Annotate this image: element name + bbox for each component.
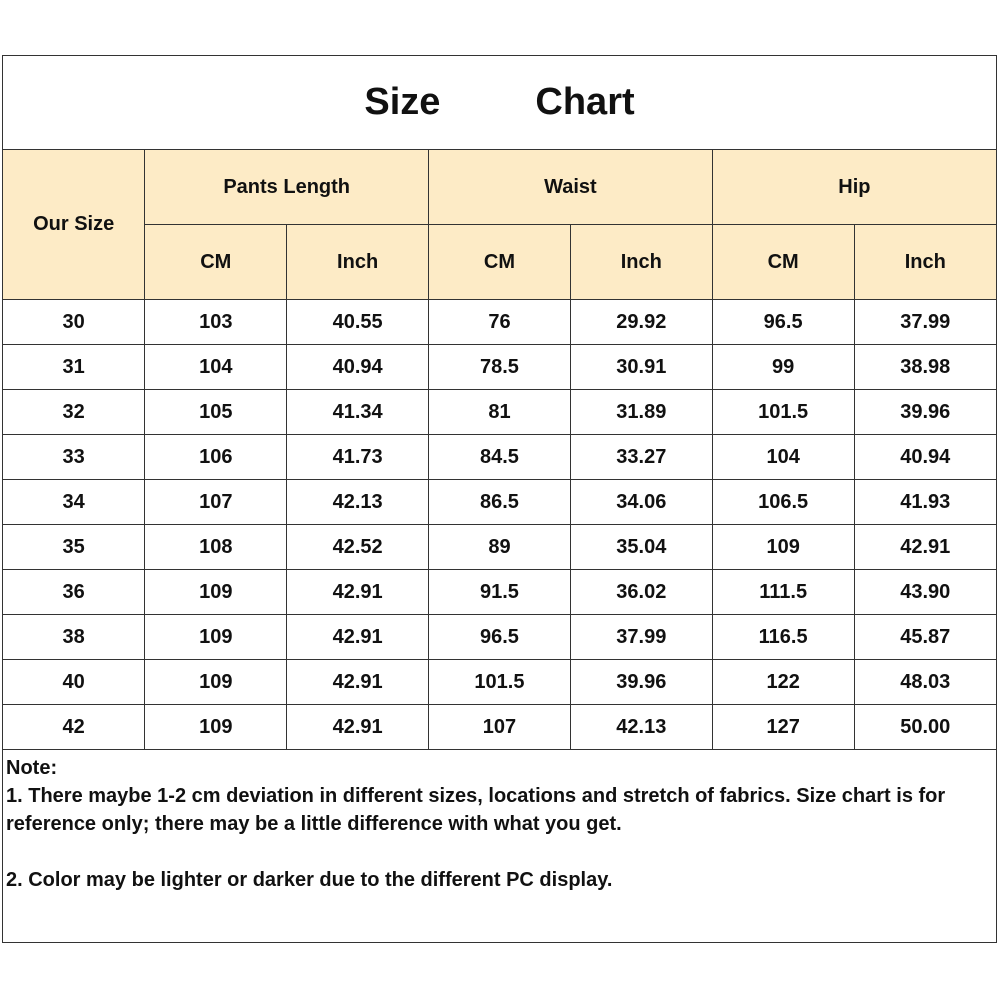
measurement-cell: 109 — [145, 570, 287, 615]
table-row — [3, 480, 996, 525]
measurement-cell: 38.98 — [854, 345, 996, 390]
measurement-cell: 42.91 — [287, 660, 429, 705]
header-unit: Inch — [570, 225, 712, 300]
measurement-cell: 89 — [429, 525, 571, 570]
measurement-cell: 39.96 — [854, 390, 996, 435]
size-cell: 42 — [3, 705, 145, 750]
measurement-cell: 41.93 — [854, 480, 996, 525]
measurement-cell: 111.5 — [712, 570, 854, 615]
measurement-cell: 109 — [145, 705, 287, 750]
measurement-cell: 109 — [712, 525, 854, 570]
table-row — [3, 615, 996, 660]
title-word-chart: Chart — [535, 81, 635, 123]
measurement-cell: 109 — [145, 615, 287, 660]
measurement-cell: 40.94 — [854, 435, 996, 480]
measurement-cell: 96.5 — [712, 300, 854, 345]
page-title — [3, 56, 996, 150]
table-row — [3, 705, 996, 750]
measurement-cell: 101.5 — [712, 390, 854, 435]
measurement-cell: 45.87 — [854, 615, 996, 660]
measurement-cell: 42.52 — [287, 525, 429, 570]
measurement-cell: 30.91 — [570, 345, 712, 390]
measurement-cell: 107 — [145, 480, 287, 525]
measurement-cell: 48.03 — [854, 660, 996, 705]
note-item: 2. Color may be lighter or darker due to the different PC display. — [6, 869, 613, 891]
header-unit: CM — [429, 225, 571, 300]
header-pants-length: Pants Length — [145, 150, 429, 225]
measurement-cell: 99 — [712, 345, 854, 390]
measurement-cell: 40.94 — [287, 345, 429, 390]
measurement-cell: 35.04 — [570, 525, 712, 570]
measurement-cell: 81 — [429, 390, 571, 435]
measurement-cell: 43.90 — [854, 570, 996, 615]
measurement-cell: 116.5 — [712, 615, 854, 660]
notes-heading: Note: — [6, 757, 58, 779]
size-chart — [2, 55, 997, 943]
measurement-cell: 29.92 — [570, 300, 712, 345]
measurement-cell: 106 — [145, 435, 287, 480]
measurement-cell: 96.5 — [429, 615, 571, 660]
note-item: 1. There maybe 1-2 cm deviation in different sizes, locations and stretch of fabrics. Size chart is for reference only; there may be a little difference with what you get. — [6, 785, 946, 835]
measurement-cell: 101.5 — [429, 660, 571, 705]
table-row — [3, 660, 996, 705]
measurement-cell: 103 — [145, 300, 287, 345]
measurement-cell: 105 — [145, 390, 287, 435]
header-unit: Inch — [287, 225, 429, 300]
measurement-cell: 84.5 — [429, 435, 571, 480]
measurement-cell: 37.99 — [570, 615, 712, 660]
measurement-cell: 108 — [145, 525, 287, 570]
measurement-cell: 91.5 — [429, 570, 571, 615]
notes — [3, 750, 996, 898]
measurement-cell: 34.06 — [570, 480, 712, 525]
measurement-cell: 37.99 — [854, 300, 996, 345]
measurement-cell: 42.13 — [287, 480, 429, 525]
header-our-size: Our Size — [3, 150, 145, 300]
measurement-cell: 50.00 — [854, 705, 996, 750]
table-row — [3, 570, 996, 615]
size-cell: 38 — [3, 615, 145, 660]
measurement-cell: 39.96 — [570, 660, 712, 705]
header-hip: Hip — [712, 150, 996, 225]
header-waist: Waist — [429, 150, 713, 225]
measurement-cell: 122 — [712, 660, 854, 705]
measurement-cell: 127 — [712, 705, 854, 750]
header-unit: CM — [145, 225, 287, 300]
size-cell: 31 — [3, 345, 145, 390]
measurement-cell: 41.34 — [287, 390, 429, 435]
measurement-cell: 107 — [429, 705, 571, 750]
measurement-cell: 42.91 — [287, 705, 429, 750]
size-cell: 30 — [3, 300, 145, 345]
measurement-cell: 86.5 — [429, 480, 571, 525]
measurement-cell: 41.73 — [287, 435, 429, 480]
measurement-cell: 42.91 — [854, 525, 996, 570]
size-cell: 40 — [3, 660, 145, 705]
measurement-cell: 76 — [429, 300, 571, 345]
measurement-cell: 42.91 — [287, 570, 429, 615]
measurement-cell: 104 — [712, 435, 854, 480]
size-cell: 36 — [3, 570, 145, 615]
measurement-cell: 42.91 — [287, 615, 429, 660]
measurement-cell: 109 — [145, 660, 287, 705]
table-row — [3, 300, 996, 345]
measurement-cell: 36.02 — [570, 570, 712, 615]
title-word-size: Size — [364, 81, 441, 123]
header-unit: CM — [712, 225, 854, 300]
measurement-cell: 40.55 — [287, 300, 429, 345]
measurement-cell: 33.27 — [570, 435, 712, 480]
measurement-cell: 78.5 — [429, 345, 571, 390]
size-cell: 32 — [3, 390, 145, 435]
table-row — [3, 345, 996, 390]
measurement-cell: 106.5 — [712, 480, 854, 525]
size-table — [3, 150, 996, 750]
table-row — [3, 390, 996, 435]
header-unit: Inch — [854, 225, 996, 300]
size-cell: 34 — [3, 480, 145, 525]
size-cell: 35 — [3, 525, 145, 570]
measurement-cell: 31.89 — [570, 390, 712, 435]
measurement-cell: 42.13 — [570, 705, 712, 750]
measurement-cell: 104 — [145, 345, 287, 390]
size-cell: 33 — [3, 435, 145, 480]
table-row — [3, 435, 996, 480]
table-row — [3, 525, 996, 570]
